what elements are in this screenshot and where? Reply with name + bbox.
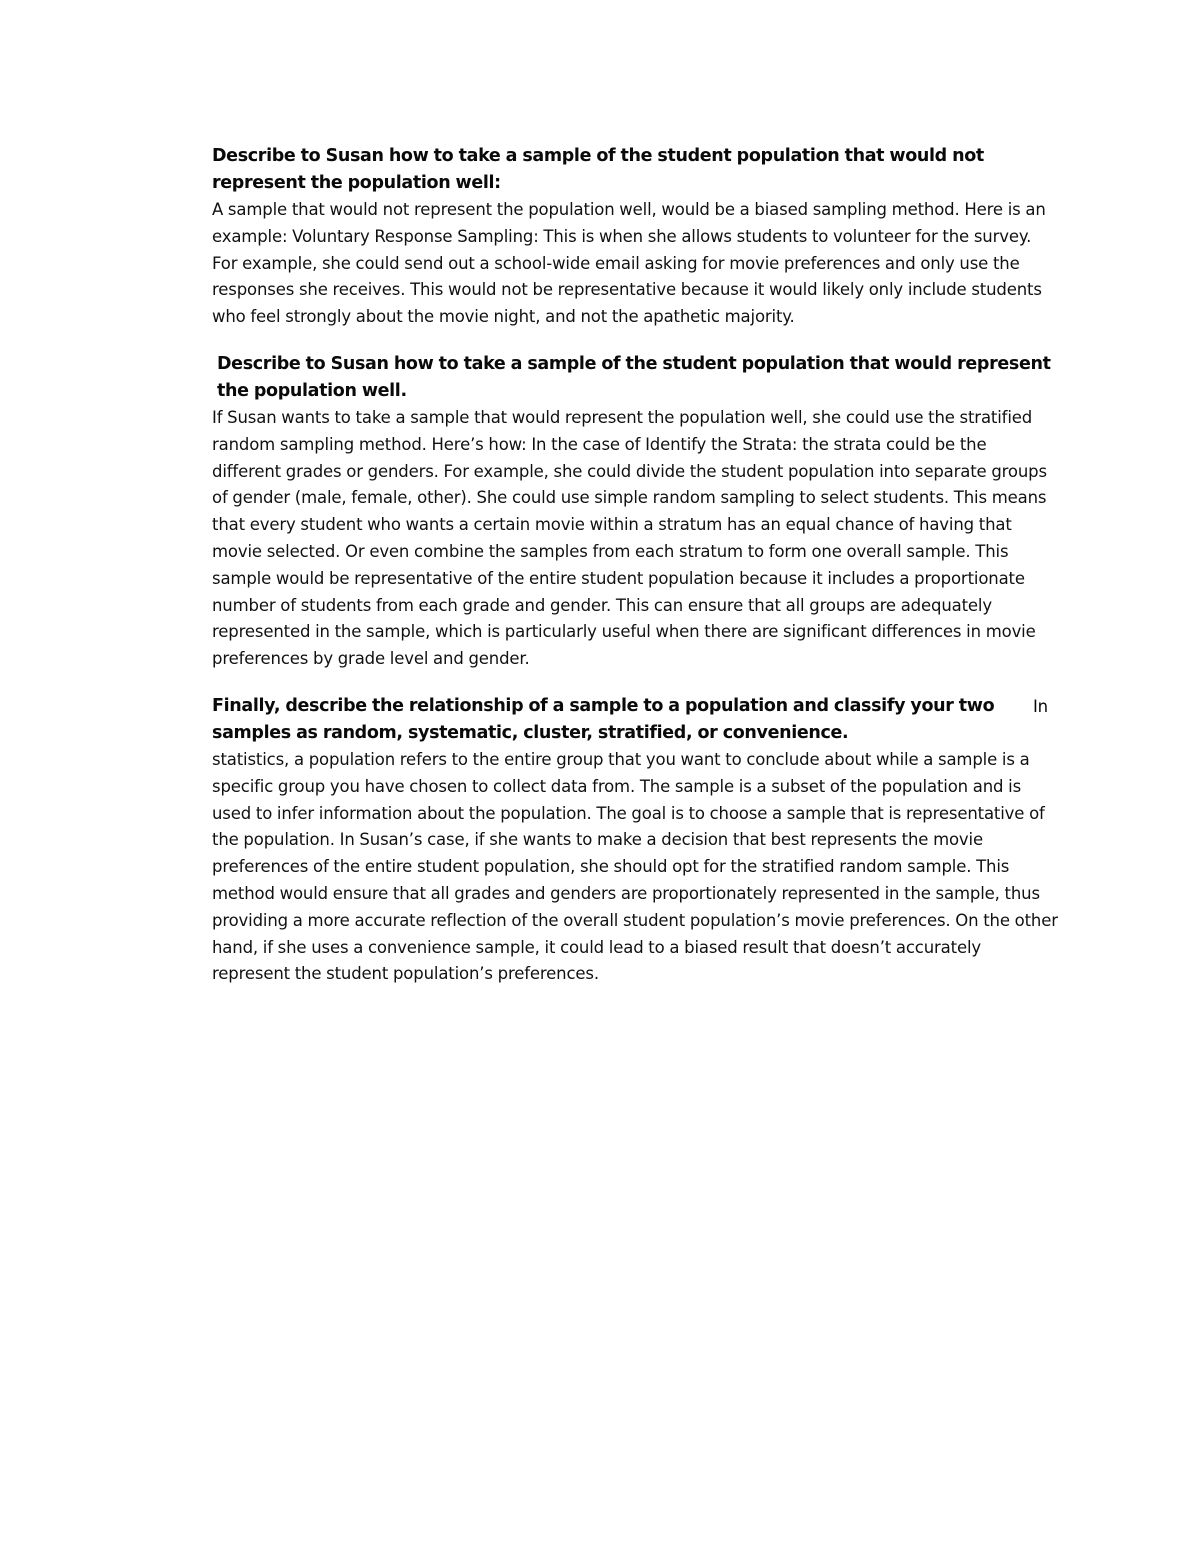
document-content bbox=[212, 143, 1060, 988]
section-body: statistics, a population refers to the entire group that you want to conclude about while a sample is a specific group you have chosen to collect data from. The sample is a subset of the population and is used to infer information about the population. The goal is to choose a sample that is representative of the population. In Susan’s case, if she wants to make a decision that best represents the movie preferences of the entire student population, she should opt for the stratified random sample. This method would ensure that all grades and genders are proportionately represented in the sample, thus providing a more accurate reflection of the overall student population’s movie preferences. On the other hand, if she uses a convenience sample, it could lead to a biased result that doesn’t accurately represent the student population’s preferences. bbox=[212, 749, 1058, 984]
section-heading bbox=[212, 693, 1060, 747]
section-biased-sample bbox=[212, 143, 1060, 331]
section-heading-text: Finally, describe the relationship of a sample to a population and classify your two samples as random, systematic, cluster, stratified, or convenience. bbox=[212, 695, 995, 743]
section-sample-population-relationship bbox=[212, 693, 1060, 988]
section-heading: Describe to Susan how to take a sample of the student population that would represent the population well. bbox=[217, 353, 1051, 401]
section-body: A sample that would not represent the population well, would be a biased sampling method. Here is an example: Voluntary Response Sampling: This is when she allows students to volunteer for the survey. For example, she could send out a school-wide email asking for movie preferences and only use the responses she receives. This would not be representative because it would likely only include students who feel strongly about the movie night, and not the apathetic majority. bbox=[212, 200, 1046, 327]
section-representative-sample bbox=[212, 351, 1060, 673]
section-body: If Susan wants to take a sample that would represent the population well, she could use the stratified random sampling method. Here’s how: In the case of Identify the Strata: the strata could be the different grades or genders. For example, she could divide the student population into separate groups of gender (male, female, other). She could use simple random sampling to select students. This means that every student who wants a certain movie within a stratum has an equal chance of having that movie selected. Or even combine the samples from each stratum to form one overall sample. This sample would be representative of the entire student population because it includes a proportionate number of students from each grade and gender. This can ensure that all groups are adequately represented in the sample, which is particularly useful when there are significant differences in movie preferences by grade level and gender. bbox=[212, 407, 1047, 669]
body-inline-start: In bbox=[1032, 696, 1048, 716]
section-heading: Describe to Susan how to take a sample of the student population that would not represent the population well: bbox=[212, 146, 984, 193]
